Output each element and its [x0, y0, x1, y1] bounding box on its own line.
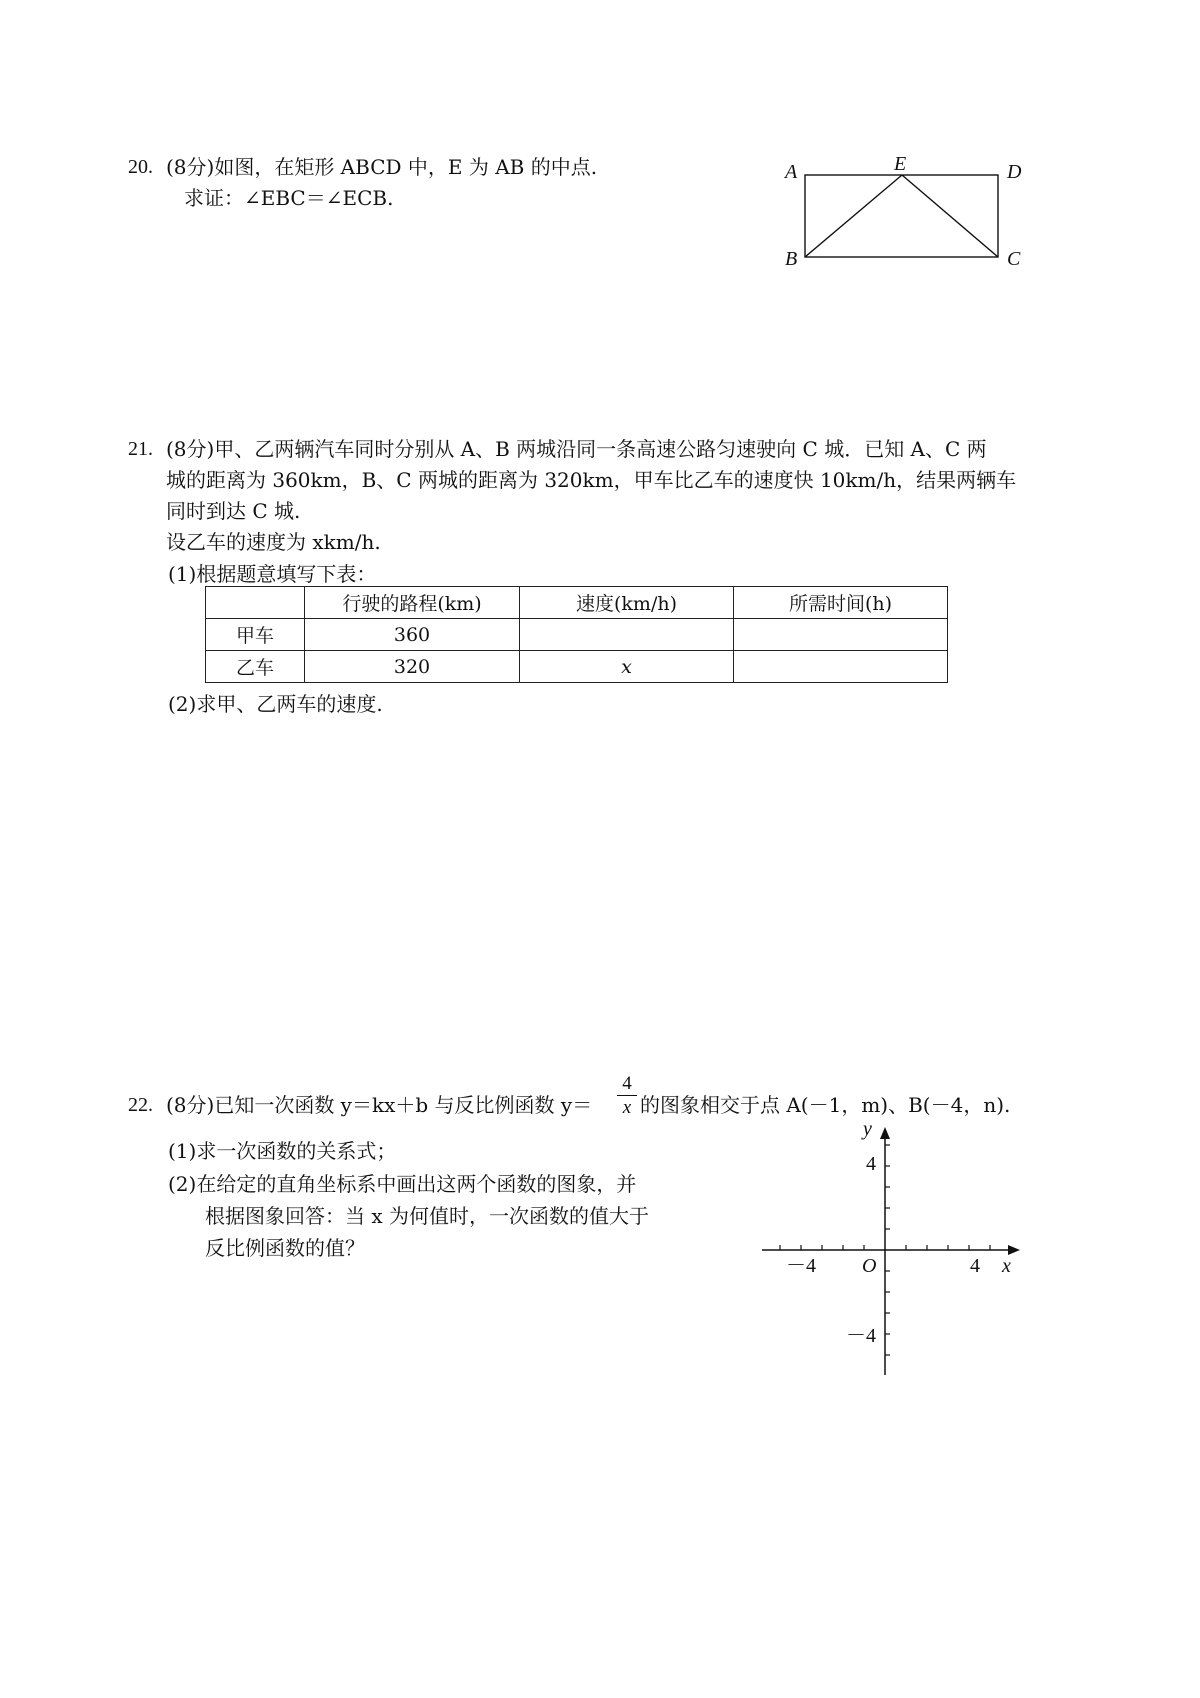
table-cell: x [520, 651, 734, 683]
label-b: B [785, 248, 798, 270]
q22-part2-line2: 根据图象回答：当 x 为何值时，一次函数的值大于 [205, 1204, 649, 1228]
fraction [617, 1074, 637, 1117]
q21-line1: (8分)甲、乙两辆汽车同时分别从 A、B 两城沿同一条高速公路匀速驶向 C 城．已知 A、C 两 [166, 437, 987, 461]
fraction-numerator: 4 [622, 1073, 632, 1094]
q20-prove: 求证：∠EBC＝∠ECB. [184, 186, 394, 210]
table-cell: 甲车 [206, 619, 305, 651]
q22-part1: (1)求一次函数的关系式； [168, 1139, 397, 1163]
table-cell [734, 651, 948, 683]
rectangle-abcd [805, 175, 998, 257]
q22-stem-start: (8分)已知一次函数 y＝kx＋b 与反比例函数 y＝ [166, 1093, 593, 1117]
table-cell [520, 619, 734, 651]
q22-part2-line1: (2)在给定的直角坐标系中画出这两个函数的图象，并 [168, 1172, 637, 1196]
q21-part1: (1)根据题意填写下表： [168, 562, 377, 586]
y-axis-arrow [880, 1127, 890, 1139]
label-e: E [894, 153, 907, 175]
label-c: C [1007, 248, 1021, 270]
q21-part2: (2)求甲、乙两车的速度. [168, 692, 383, 716]
x-axis-label: x [1002, 1255, 1011, 1277]
label-a: A [785, 161, 798, 183]
rectangle-figure [780, 150, 1040, 275]
speed-table [205, 586, 948, 683]
fraction-denominator: x [622, 1097, 632, 1118]
segment-ec [902, 175, 998, 257]
q20-number: 20. [128, 156, 153, 178]
label-d: D [1007, 161, 1022, 183]
table-header-cell [206, 587, 305, 619]
q21-number: 21. [128, 438, 153, 460]
table-header-cell: 所需时间(h) [734, 587, 948, 619]
y-tick-label-neg: －4 [846, 1325, 876, 1347]
table-row [206, 651, 948, 683]
table-cell: 320 [305, 651, 520, 683]
x-axis-arrow [1008, 1245, 1020, 1255]
q21-line4: 设乙车的速度为 xkm/h. [166, 530, 381, 554]
q20-statement: (8分)如图，在矩形 ABCD 中，E 为 AB 的中点. [166, 155, 598, 179]
y-tick-label-pos: 4 [866, 1153, 876, 1175]
table-header-cell: 行驶的路程(km) [305, 587, 520, 619]
table-header-cell: 速度(km/h) [520, 587, 734, 619]
q22-part2-line3: 反比例函数的值？ [205, 1236, 365, 1260]
segment-eb [805, 175, 902, 257]
table-cell: 360 [305, 619, 520, 651]
q21-line3: 同时到达 C 城. [166, 499, 301, 523]
table-cell [734, 619, 948, 651]
coordinate-axes [750, 1110, 1040, 1380]
x-tick-label-neg: －4 [786, 1255, 816, 1277]
x-tick-label-pos: 4 [970, 1255, 980, 1277]
q22-number: 22. [128, 1094, 153, 1116]
table-cell: 乙车 [206, 651, 305, 683]
origin-label: O [862, 1255, 877, 1277]
q22-stem-end: 的图象相交于点 A(－1，m)、B(－4，n). [640, 1093, 1011, 1117]
table-header-row [206, 587, 948, 619]
table-row [206, 619, 948, 651]
q21-line2: 城的距离为 360km，B、C 两城的距离为 320km，甲车比乙车的速度快 10km/h，结果两辆车 [166, 468, 1017, 492]
y-axis-label: y [863, 1118, 872, 1140]
